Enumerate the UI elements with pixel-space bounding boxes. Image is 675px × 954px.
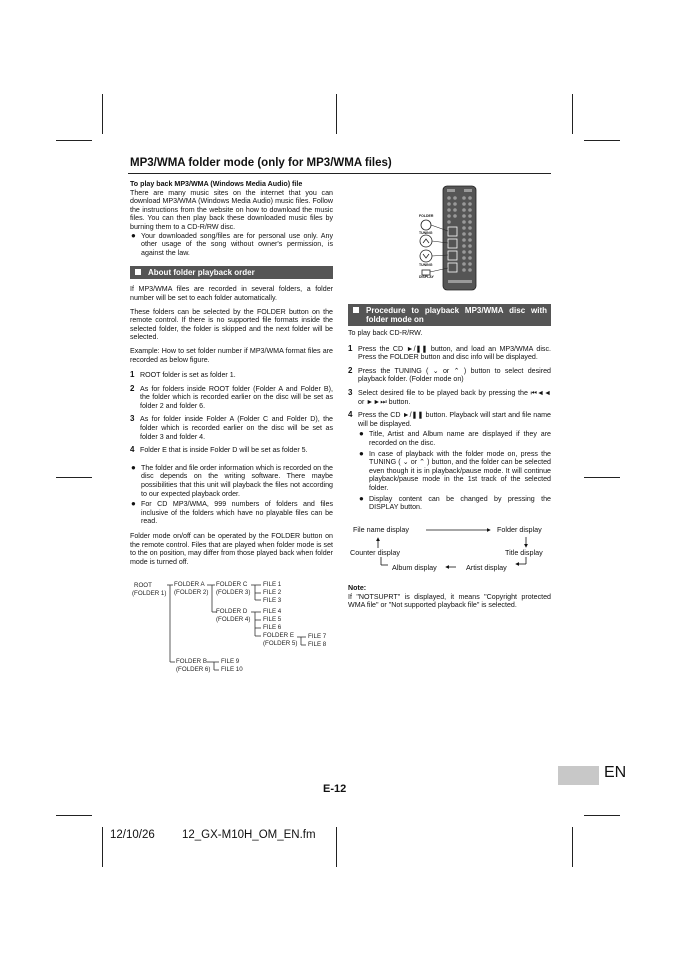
bullet-text: Title, Artist and Album name are displayed if they are recorded on the disc.	[369, 430, 551, 447]
step-text: Folder E that is inside Folder D will be set as folder 5.	[140, 446, 308, 455]
step-number: 2	[130, 383, 135, 393]
page-title: MP3/WMA folder mode (only for MP3/WMA files)	[130, 157, 392, 169]
language-tab-box	[558, 766, 599, 785]
footer-date: 12/10/26	[110, 829, 155, 841]
note-heading: Note:	[348, 584, 367, 592]
right-column	[348, 304, 551, 514]
page-number: E-12	[323, 783, 347, 795]
list-item	[348, 367, 551, 384]
list-item	[358, 430, 551, 447]
flow-file-name: File name display	[353, 525, 409, 534]
step-text: As for folders inside ROOT folder (Folder A and Folder B), the folder which is recorded earlier on the disc will be set as folder 2 and folder 6.	[140, 384, 333, 410]
folder-tree	[130, 580, 340, 680]
list-item	[348, 389, 551, 406]
section-header-procedure	[348, 304, 551, 326]
section-header-folder-order	[130, 266, 333, 279]
step-number: 2	[348, 365, 353, 375]
paragraph: These folders can be selected by the FOLDER button on the remote control. If there is no supported file formats inside the selected folder, the folder is skipped and the next folder will be selected.	[130, 307, 333, 342]
list-item	[358, 450, 551, 493]
step-number: 4	[348, 410, 353, 420]
tree-file: FILE 6	[263, 624, 282, 631]
tree-file: FILE 7	[308, 633, 327, 640]
remote-label-folder: FOLDER	[419, 214, 434, 218]
crop-mark	[572, 827, 573, 867]
tree-folder-d: FOLDER D	[216, 608, 248, 615]
remote-label-tuning-up: TUNING	[419, 231, 433, 235]
bullet-icon: ●	[359, 493, 364, 503]
crop-mark	[56, 477, 92, 478]
crop-mark	[102, 94, 103, 134]
tree-folder-d-number: (FOLDER 4)	[216, 616, 251, 623]
tree-folder-c: FOLDER C	[216, 581, 248, 588]
flow-album: Album display	[392, 563, 437, 572]
tree-file: FILE 3	[263, 597, 282, 604]
intro-text: There are many music sites on the internet that you can download MP3/WMA (Windows Media Audio) music files. Follow the instructions from the website on how to download the music files. You can then play back these downloaded music files by burning them to a CD-R/RW disc.	[130, 188, 333, 231]
crop-mark	[336, 94, 337, 134]
tree-file: FILE 5	[263, 616, 282, 623]
bullet-icon: ●	[131, 462, 136, 472]
bullet-icon: ●	[131, 230, 136, 240]
flow-artist: Artist display	[466, 563, 507, 572]
bullet-icon: ●	[131, 499, 136, 509]
step-number: 3	[348, 387, 353, 397]
remote-label-display: DISPLAY	[419, 275, 434, 279]
bullet-text: For CD MP3/WMA, 999 numbers of folders and files inclusive of the folders which have no playable files can be read.	[141, 500, 333, 526]
paragraph: If MP3/WMA files are recorded in several folders, a folder number will be set to each folder automatically.	[130, 285, 333, 302]
flow-folder: Folder display	[497, 525, 542, 534]
note-block	[348, 584, 551, 615]
paragraph: Folder mode on/off can be operated by the FOLDER button on the remote control. Files that are played when folder mode is set to the on position, may differ from those played back when folder mode is turned off.	[130, 532, 333, 566]
subhead: To play back MP3/WMA (Windows Media Audio) file	[130, 180, 303, 188]
tree-file: FILE 8	[308, 641, 327, 648]
list-item	[130, 371, 333, 380]
crop-mark	[584, 140, 620, 141]
footer-filename: 12_GX-M10H_OM_EN.fm	[182, 829, 316, 841]
left-column	[130, 180, 333, 571]
paragraph: Example: How to set folder number if MP3/WMA format files are recorded as below figure.	[130, 346, 333, 364]
square-icon	[135, 269, 141, 275]
flow-counter: Counter display	[350, 548, 400, 557]
tree-file: FILE 9	[221, 658, 240, 665]
tree-file: FILE 4	[263, 608, 282, 615]
step-number: 1	[130, 370, 135, 380]
bullet-text: In case of playback with the folder mode on, press the TUNING ( ⌄ or ⌃ ) button, and the folder can be selected even though it is in playback/pause mode. It will continue playback/pause mode in the 1st track of the selected folder.	[369, 449, 551, 492]
list-item	[358, 495, 551, 512]
step-text: ROOT folder is set as folder 1.	[140, 371, 236, 380]
list-item	[130, 385, 333, 411]
square-icon	[353, 307, 359, 313]
list-item	[130, 232, 333, 258]
section-header-text: Procedure to playback MP3/WMA disc with folder mode on	[366, 306, 547, 324]
crop-mark	[584, 815, 620, 816]
display-flow-diagram	[348, 523, 553, 578]
tree-folder-a-number: (FOLDER 2)	[174, 589, 209, 596]
tree-folder-c-number: (FOLDER 3)	[216, 589, 251, 596]
remote-illustration	[418, 184, 478, 294]
list-item	[130, 464, 333, 498]
note-text: If "NOTSUPRT" is displayed, it means "Copyright protected WMA file" or "Not supported playback file" is selected.	[348, 592, 551, 610]
crop-mark	[572, 94, 573, 134]
list-item	[130, 446, 333, 455]
crop-mark	[102, 827, 103, 867]
tree-file: FILE 2	[263, 589, 282, 596]
step-text: As for folder inside Folder A (Folder C and Folder D), the folder which is recorded earlier on the disc will be set as folder 3 and folder 4.	[140, 415, 333, 441]
step-number: 4	[130, 445, 135, 455]
crop-mark	[336, 827, 337, 867]
step-text: Press the TUNING ( ⌄ or ⌃ ) button to select desired playback folder. (Folder mode on)	[358, 366, 551, 384]
list-item	[130, 500, 333, 526]
tree-file: FILE 10	[221, 666, 243, 673]
paragraph: To play back CD-R/RW.	[348, 329, 423, 337]
tree-folder-e: FOLDER E	[263, 632, 294, 639]
tree-root-number: (FOLDER 1)	[132, 590, 167, 597]
step-text: Press the CD ►/❚❚ button, and load an MP3/WMA disc. Press the FOLDER button and disc info will be displayed.	[358, 344, 551, 362]
bullet-text: The folder and file order information which is recorded on the disc depends on the writing software. There maybe possibilities that this unit will playback the files not according to our expected playback order.	[141, 463, 333, 498]
remote-label-tuning-down: TUNING	[419, 263, 433, 267]
tree-folder-a: FOLDER A	[174, 581, 205, 588]
tree-folder-b: FOLDER B	[176, 658, 207, 665]
step-text: Press the CD ►/❚❚ button. Playback will start and file name will be displayed.	[358, 411, 551, 428]
crop-mark	[584, 477, 620, 478]
flow-title: Title display	[505, 548, 543, 557]
crop-mark	[56, 140, 92, 141]
list-item	[130, 415, 333, 441]
list-item	[348, 411, 551, 428]
step-number: 3	[130, 414, 135, 424]
bullet-icon: ●	[359, 429, 364, 439]
bullet-icon: ●	[359, 448, 364, 458]
step-bullets	[348, 430, 551, 511]
tree-root: ROOT	[134, 582, 152, 589]
tree-folder-b-number: (FOLDER 6)	[176, 666, 211, 673]
list-item	[348, 345, 551, 362]
bullet-text: Your downloaded song/files are for personal use only. Any other usage of the song without owner's permission, is against the law.	[141, 231, 333, 257]
language-tab: EN	[604, 764, 627, 781]
step-number: 1	[348, 343, 353, 353]
section-header-text: About folder playback order	[148, 268, 255, 278]
title-rule	[128, 173, 551, 174]
bullet-text: Display content can be changed by pressing the DISPLAY button.	[369, 494, 551, 512]
tree-file: FILE 1	[263, 581, 282, 588]
tree-folder-e-number: (FOLDER 5)	[263, 640, 298, 647]
step-text: Select desired file to be played back by pressing the ⏮◄◄ or ►►⏭ button.	[358, 388, 551, 406]
crop-mark	[56, 815, 92, 816]
